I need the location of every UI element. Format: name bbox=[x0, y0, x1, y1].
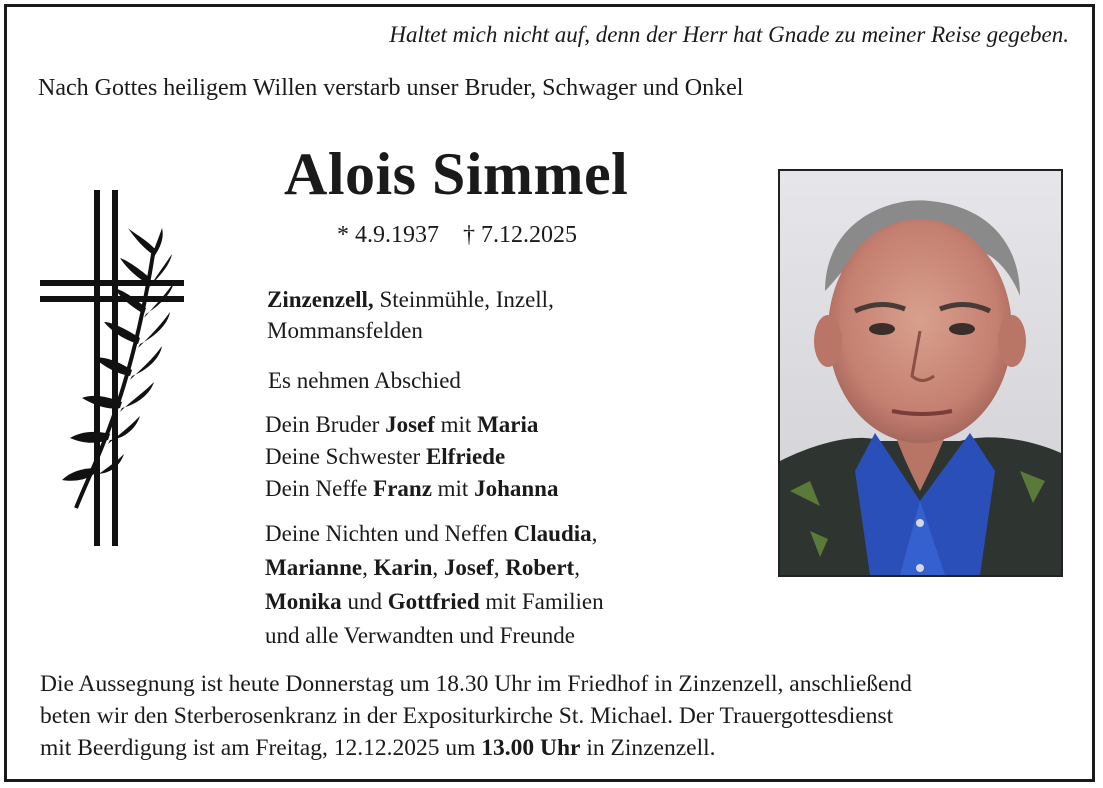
family-relation: Deine Schwester bbox=[265, 444, 426, 469]
family-line bbox=[265, 473, 558, 505]
punct: , bbox=[362, 555, 374, 580]
service-text: mit Beerdigung ist am Freitag, 12.12.2025 um bbox=[40, 735, 482, 761]
nephew-name: Robert bbox=[505, 555, 575, 580]
niece-name: Claudia bbox=[513, 521, 592, 546]
service-line-2: beten wir den Sterberosenkranz in der Expositurkirche St. Michael. Der Trauergottesdienst bbox=[40, 703, 894, 729]
punct: , bbox=[493, 555, 506, 580]
places bbox=[267, 284, 647, 346]
nieces-line-1 bbox=[265, 517, 604, 551]
nieces-intro: Deine Nichten und Neffen bbox=[265, 521, 514, 546]
portrait-photo-drawing bbox=[780, 171, 1061, 575]
family-connector: mit bbox=[431, 476, 475, 501]
family-member: Josef bbox=[385, 412, 435, 437]
family-member: Franz bbox=[373, 476, 432, 501]
portrait-photo bbox=[778, 169, 1063, 577]
motto: Haltet mich nicht auf, denn der Herr hat Gnade zu meiner Reise gegeben. bbox=[389, 22, 1069, 47]
family-list bbox=[265, 409, 558, 505]
nieces-line-2 bbox=[265, 551, 604, 585]
service-time: 13.00 Uhr bbox=[481, 735, 581, 761]
nephew-name: Josef bbox=[443, 555, 494, 580]
nieces-nephews bbox=[265, 517, 604, 653]
families-note: mit Familien bbox=[479, 589, 604, 614]
family-member: Elfriede bbox=[425, 444, 506, 469]
connector: und bbox=[341, 589, 388, 614]
niece-name: Monika bbox=[265, 589, 342, 614]
niece-name: Marianne bbox=[265, 555, 363, 580]
service-place: in Zinzenzell. bbox=[580, 735, 716, 761]
family-member: Maria bbox=[477, 412, 539, 437]
intro-text: Nach Gottes heiligem Willen verstarb unser Bruder, Schwager und Onkel bbox=[38, 75, 744, 101]
service-line-1: Die Aussegnung ist heute Donnerstag um 18.30 Uhr im Friedhof in Zinzenzell, anschließend bbox=[40, 671, 912, 697]
nephew-name: Gottfried bbox=[387, 589, 480, 614]
family-relation: Dein Neffe bbox=[265, 476, 374, 501]
family-line bbox=[265, 409, 558, 441]
farewell-heading: Es nehmen Abschied bbox=[268, 368, 461, 393]
service-info bbox=[40, 668, 1080, 764]
place-line2: Mommansfelden bbox=[267, 318, 423, 343]
family-connector: mit bbox=[434, 412, 478, 437]
punct: , bbox=[591, 521, 598, 546]
life-dates: * 4.9.1937 † 7.12.2025 bbox=[337, 222, 577, 248]
place-others: Steinmühle, Inzell, bbox=[373, 287, 554, 312]
punct: , bbox=[432, 555, 444, 580]
nieces-line-4: und alle Verwandten und Freunde bbox=[265, 623, 575, 648]
place-primary: Zinzenzell, bbox=[267, 287, 374, 312]
family-relation: Dein Bruder bbox=[265, 412, 386, 437]
cross-with-palm-icon bbox=[36, 188, 186, 548]
punct: , bbox=[574, 555, 580, 580]
nieces-line-3 bbox=[265, 585, 604, 619]
family-line bbox=[265, 441, 558, 473]
deceased-name: Alois Simmel bbox=[284, 141, 629, 207]
service-line-3 bbox=[40, 732, 1080, 764]
niece-name: Karin bbox=[373, 555, 433, 580]
family-member: Johanna bbox=[474, 476, 559, 501]
